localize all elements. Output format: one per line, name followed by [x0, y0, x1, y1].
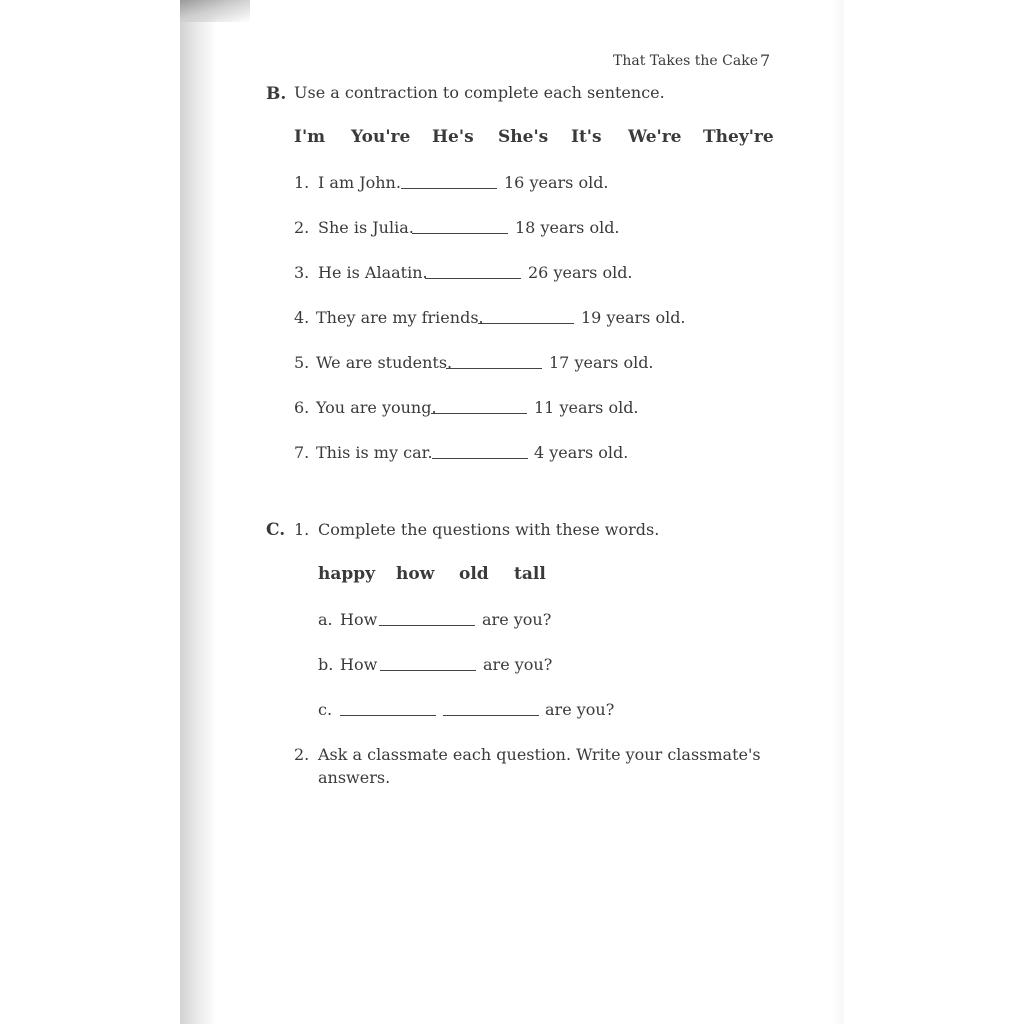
item-label: b. [318, 655, 334, 674]
answer-blank[interactable] [380, 670, 476, 671]
item-tail: 16 years old. [504, 173, 609, 192]
word-bank-item: happy [318, 564, 376, 584]
item-prompt: You are young. [316, 398, 437, 417]
answer-blank[interactable] [425, 278, 521, 279]
word-bank-item: tall [514, 564, 546, 584]
item-number: 5. [294, 353, 310, 372]
item-tail: 11 years old. [534, 398, 639, 417]
section-b-instruction: Use a contraction to complete each sentence. [294, 83, 665, 102]
word-bank-item: You're [351, 127, 411, 147]
item-tail: are you? [545, 700, 615, 719]
word-bank-item: how [396, 564, 435, 584]
item-tail: 26 years old. [528, 263, 633, 282]
item-prefix: How [340, 610, 378, 629]
section-c-instruction: Complete the questions with these words. [318, 520, 660, 539]
answer-blank[interactable] [340, 715, 436, 716]
item-number: 6. [294, 398, 310, 417]
answer-blank[interactable] [412, 233, 508, 234]
page-corner-shadow [180, 0, 250, 22]
item-prompt: I am John. [318, 173, 401, 192]
item-tail: are you? [482, 610, 552, 629]
item-tail: 17 years old. [549, 353, 654, 372]
answer-blank[interactable] [478, 323, 574, 324]
answer-blank[interactable] [431, 413, 527, 414]
page-edge-shadow [830, 0, 844, 1024]
word-bank-item: We're [628, 127, 682, 147]
question-number: 1. [294, 520, 310, 539]
item-prompt: She is Julia. [318, 218, 414, 237]
question-text-line: Ask a classmate each question. Write your classmate's [318, 745, 761, 764]
running-header-title: That Takes the Cake [613, 53, 758, 69]
answer-blank[interactable] [432, 458, 528, 459]
item-tail: are you? [483, 655, 553, 674]
item-prompt: They are my friends. [316, 308, 484, 327]
item-number: 7. [294, 443, 310, 462]
word-bank-item: I'm [294, 127, 326, 147]
item-prompt: This is my car. [316, 443, 433, 462]
item-number: 3. [294, 263, 310, 282]
word-bank-item: It's [571, 127, 602, 147]
item-prompt: We are students. [316, 353, 453, 372]
page-number: 7 [760, 51, 771, 70]
answer-blank[interactable] [443, 715, 539, 716]
answer-blank[interactable] [446, 368, 542, 369]
section-c-letter: C. [266, 520, 286, 540]
word-bank-item: They're [703, 127, 774, 147]
answer-blank[interactable] [379, 625, 475, 626]
item-label: a. [318, 610, 333, 629]
item-tail: 18 years old. [515, 218, 620, 237]
book-spine-shadow [180, 0, 216, 1024]
item-number: 4. [294, 308, 310, 327]
word-bank-item: old [459, 564, 489, 584]
item-tail: 4 years old. [534, 443, 629, 462]
answer-blank[interactable] [401, 188, 497, 189]
word-bank-item: She's [498, 127, 549, 147]
item-tail: 19 years old. [581, 308, 686, 327]
item-prefix: How [340, 655, 378, 674]
section-b-letter: B. [266, 84, 287, 104]
question-number: 2. [294, 745, 310, 764]
item-label: c. [318, 700, 333, 719]
word-bank-item: He's [432, 127, 474, 147]
item-prompt: He is Alaatin. [318, 263, 428, 282]
question-text-line: answers. [318, 768, 391, 787]
item-number: 2. [294, 218, 310, 237]
item-number: 1. [294, 173, 310, 192]
